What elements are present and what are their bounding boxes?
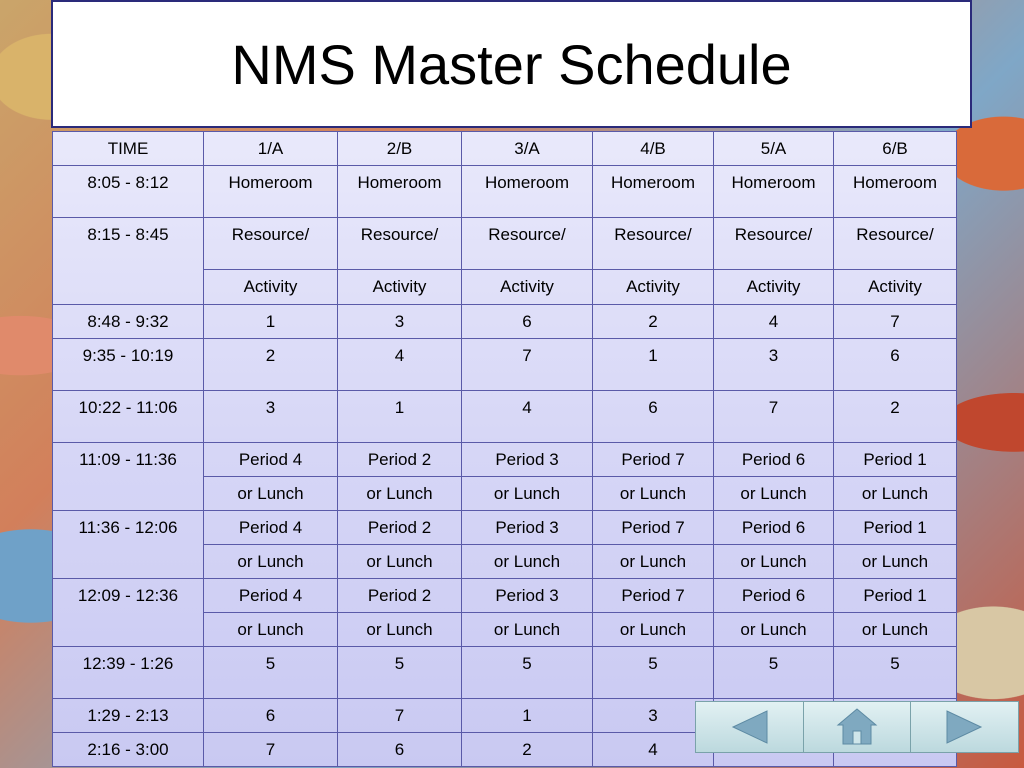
schedule-cell: 4 bbox=[338, 339, 462, 391]
schedule-cell: or Lunch bbox=[834, 545, 957, 579]
home-button[interactable] bbox=[804, 702, 912, 752]
time-cell: 9:35 - 10:19 bbox=[53, 339, 204, 391]
schedule-cell: Period 6 bbox=[714, 443, 834, 477]
schedule-cell: 6 bbox=[593, 391, 714, 443]
schedule-cell: Activity bbox=[593, 270, 714, 305]
table-row bbox=[53, 443, 957, 477]
schedule-cell: Homeroom bbox=[462, 166, 593, 218]
schedule-cell: 5 bbox=[593, 647, 714, 699]
schedule-cell: 2 bbox=[834, 391, 957, 443]
header-4b: 4/B bbox=[593, 132, 714, 166]
schedule-cell: Resource/ bbox=[593, 218, 714, 270]
table-row bbox=[53, 305, 957, 339]
schedule-cell: Resource/ bbox=[338, 218, 462, 270]
schedule-cell: or Lunch bbox=[338, 545, 462, 579]
schedule-cell: Period 1 bbox=[834, 511, 957, 545]
schedule-cell: Activity bbox=[338, 270, 462, 305]
time-cell bbox=[53, 270, 204, 305]
time-cell: 8:48 - 9:32 bbox=[53, 305, 204, 339]
schedule-cell: 6 bbox=[338, 733, 462, 767]
slide-title-box bbox=[51, 0, 972, 128]
time-cell: 8:15 - 8:45 bbox=[53, 218, 204, 270]
schedule-cell: 4 bbox=[593, 733, 714, 767]
schedule-cell: Period 2 bbox=[338, 579, 462, 613]
schedule-cell: 3 bbox=[593, 699, 714, 733]
header-5a: 5/A bbox=[714, 132, 834, 166]
master-schedule-table bbox=[52, 131, 957, 767]
schedule-cell: 1 bbox=[593, 339, 714, 391]
schedule-cell: Period 6 bbox=[714, 579, 834, 613]
schedule-cell: 7 bbox=[834, 305, 957, 339]
table-row bbox=[53, 647, 957, 699]
schedule-cell: 6 bbox=[462, 305, 593, 339]
schedule-cell: Activity bbox=[462, 270, 593, 305]
schedule-cell: 7 bbox=[204, 733, 338, 767]
schedule-cell: 7 bbox=[462, 339, 593, 391]
time-cell bbox=[53, 613, 204, 647]
time-cell: 1:29 - 2:13 bbox=[53, 699, 204, 733]
schedule-cell: or Lunch bbox=[714, 477, 834, 511]
header-3a: 3/A bbox=[462, 132, 593, 166]
schedule-cell: 5 bbox=[834, 647, 957, 699]
table-row bbox=[53, 511, 957, 545]
slide-navigation-bar bbox=[695, 701, 1019, 753]
schedule-cell: or Lunch bbox=[204, 545, 338, 579]
schedule-cell: 5 bbox=[204, 647, 338, 699]
schedule-cell: 1 bbox=[338, 391, 462, 443]
schedule-cell: 5 bbox=[338, 647, 462, 699]
time-cell: 2:16 - 3:00 bbox=[53, 733, 204, 767]
schedule-cell: or Lunch bbox=[593, 545, 714, 579]
schedule-cell: Period 2 bbox=[338, 511, 462, 545]
house-icon bbox=[835, 706, 879, 748]
table-row bbox=[53, 218, 957, 270]
header-6b: 6/B bbox=[834, 132, 957, 166]
schedule-cell: Period 2 bbox=[338, 443, 462, 477]
schedule-cell: or Lunch bbox=[714, 613, 834, 647]
header-time: TIME bbox=[53, 132, 204, 166]
schedule-cell: 3 bbox=[204, 391, 338, 443]
schedule-cell: 4 bbox=[462, 391, 593, 443]
schedule-cell: 7 bbox=[338, 699, 462, 733]
schedule-cell: Period 1 bbox=[834, 579, 957, 613]
triangle-right-icon bbox=[943, 707, 987, 747]
table-row bbox=[53, 270, 957, 305]
schedule-cell: Period 7 bbox=[593, 443, 714, 477]
schedule-cell: 5 bbox=[714, 647, 834, 699]
schedule-cell: or Lunch bbox=[462, 477, 593, 511]
table-row bbox=[53, 339, 957, 391]
schedule-cell: 2 bbox=[204, 339, 338, 391]
schedule-cell: 1 bbox=[462, 699, 593, 733]
time-cell bbox=[53, 477, 204, 511]
time-cell bbox=[53, 545, 204, 579]
schedule-cell: Homeroom bbox=[834, 166, 957, 218]
schedule-cell: or Lunch bbox=[593, 477, 714, 511]
schedule-cell: or Lunch bbox=[204, 477, 338, 511]
table-row bbox=[53, 579, 957, 613]
schedule-cell: Period 6 bbox=[714, 511, 834, 545]
schedule-cell: 7 bbox=[714, 391, 834, 443]
time-cell: 8:05 - 8:12 bbox=[53, 166, 204, 218]
schedule-cell: or Lunch bbox=[338, 477, 462, 511]
schedule-cell: or Lunch bbox=[714, 545, 834, 579]
schedule-cell: Homeroom bbox=[338, 166, 462, 218]
schedule-cell: Homeroom bbox=[204, 166, 338, 218]
schedule-cell: Resource/ bbox=[714, 218, 834, 270]
schedule-cell: Period 4 bbox=[204, 443, 338, 477]
slide-title: NMS Master Schedule bbox=[231, 32, 792, 96]
schedule-cell: 4 bbox=[714, 305, 834, 339]
schedule-cell: Period 1 bbox=[834, 443, 957, 477]
schedule-cell: or Lunch bbox=[338, 613, 462, 647]
schedule-cell: Homeroom bbox=[714, 166, 834, 218]
schedule-cell: 6 bbox=[834, 339, 957, 391]
schedule-cell: 3 bbox=[714, 339, 834, 391]
schedule-cell: Period 3 bbox=[462, 443, 593, 477]
time-cell: 11:36 - 12:06 bbox=[53, 511, 204, 545]
schedule-cell: Activity bbox=[714, 270, 834, 305]
previous-slide-button[interactable] bbox=[696, 702, 804, 752]
schedule-cell: or Lunch bbox=[834, 477, 957, 511]
schedule-cell: 1 bbox=[204, 305, 338, 339]
schedule-cell: or Lunch bbox=[462, 545, 593, 579]
schedule-cell: Activity bbox=[834, 270, 957, 305]
table-row bbox=[53, 613, 957, 647]
table-row bbox=[53, 477, 957, 511]
schedule-cell: Resource/ bbox=[462, 218, 593, 270]
table-row bbox=[53, 166, 957, 218]
schedule-cell: 6 bbox=[204, 699, 338, 733]
header-row bbox=[53, 132, 957, 166]
schedule-cell: Period 4 bbox=[204, 579, 338, 613]
schedule-cell: or Lunch bbox=[204, 613, 338, 647]
schedule-cell: Activity bbox=[204, 270, 338, 305]
header-1a: 1/A bbox=[204, 132, 338, 166]
schedule-cell: or Lunch bbox=[462, 613, 593, 647]
table-row bbox=[53, 545, 957, 579]
schedule-cell: Resource/ bbox=[204, 218, 338, 270]
schedule-cell: Period 3 bbox=[462, 579, 593, 613]
schedule-cell: Homeroom bbox=[593, 166, 714, 218]
triangle-left-icon bbox=[727, 707, 771, 747]
table-row bbox=[53, 391, 957, 443]
time-cell: 11:09 - 11:36 bbox=[53, 443, 204, 477]
time-cell: 12:09 - 12:36 bbox=[53, 579, 204, 613]
schedule-cell: Period 3 bbox=[462, 511, 593, 545]
schedule-cell: Resource/ bbox=[834, 218, 957, 270]
time-cell: 10:22 - 11:06 bbox=[53, 391, 204, 443]
schedule-cell: 2 bbox=[462, 733, 593, 767]
schedule-cell: Period 7 bbox=[593, 511, 714, 545]
header-2b: 2/B bbox=[338, 132, 462, 166]
next-slide-button[interactable] bbox=[911, 702, 1018, 752]
time-cell: 12:39 - 1:26 bbox=[53, 647, 204, 699]
schedule-cell: or Lunch bbox=[593, 613, 714, 647]
schedule-cell: Period 7 bbox=[593, 579, 714, 613]
schedule-cell: 3 bbox=[338, 305, 462, 339]
schedule-cell: 5 bbox=[462, 647, 593, 699]
schedule-cell: or Lunch bbox=[834, 613, 957, 647]
schedule-cell: Period 4 bbox=[204, 511, 338, 545]
schedule-cell: 2 bbox=[593, 305, 714, 339]
